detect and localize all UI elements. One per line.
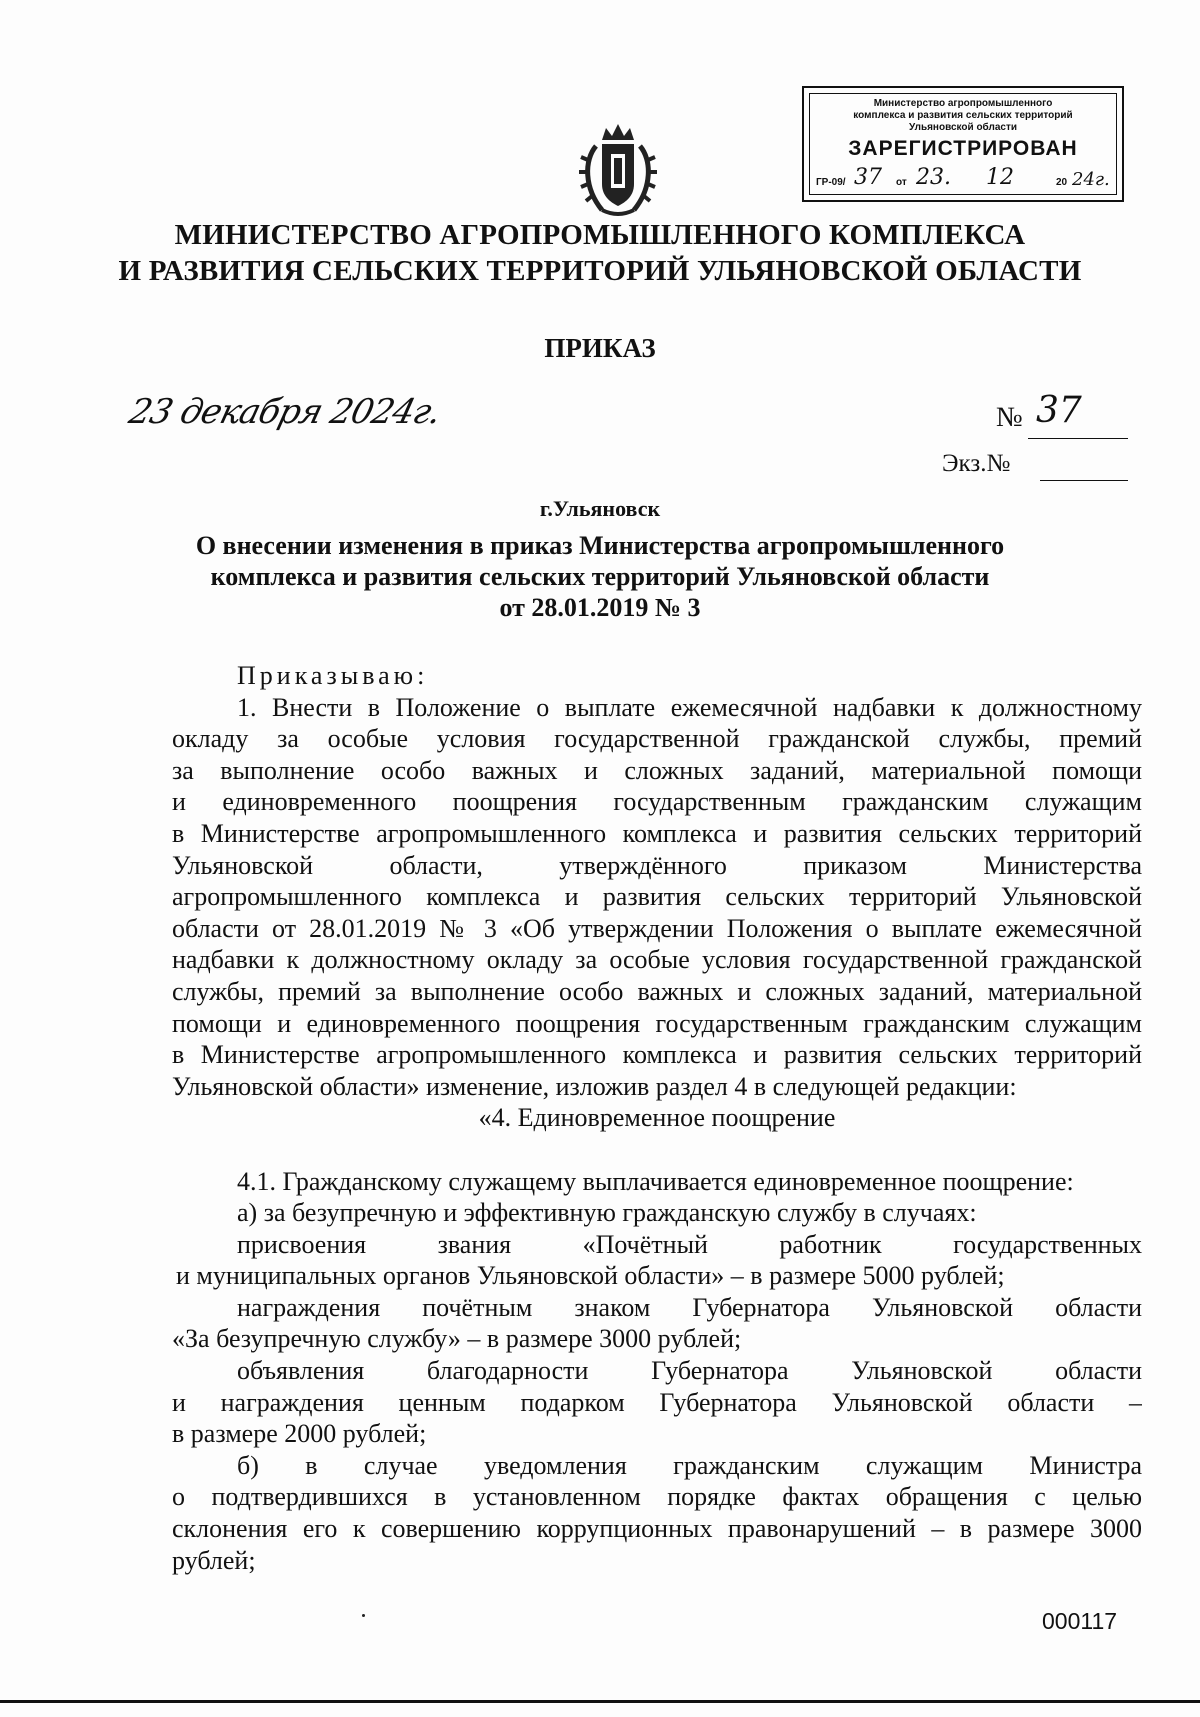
stamp-gr-prefix: ГР-09/ [816,177,846,188]
p1-line-5: в Министерстве агропромышленного комплекса и развития сельских территорий [172,818,1142,848]
clause-a3-line-3: в размере 2000 рублей; [172,1419,427,1449]
number-label: № [996,402,1023,433]
copy-number-label: Экз.№ [942,450,1011,477]
p1-line-7: агропромышленного комплекса и развития сельских территорий Ульяновской [172,882,1142,912]
stamp-number-line [816,166,1112,190]
p1-line-6: Ульяновской области, утверждённого приказом Министерства [172,850,1142,880]
p1-line-11: помощи и единовременного поощрения государственным гражданским служащим [172,1008,1142,1038]
registration-stamp [802,86,1124,202]
p1-line-10: службы, премий за выполнение особо важных и сложных заданий, материальной [172,976,1142,1006]
clause-4-1: 4.1. Гражданскому служащему выплачивается единовременное поощрение: [237,1166,1074,1196]
stamp-registered: ЗАРЕГИСТРИРОВАН [848,137,1078,160]
ministry-name-line-1: МИНИСТЕРСТВО АГРОПРОМЫШЛЕННОГО КОМПЛЕКСА [174,219,1026,251]
section-title: «4. Единовременное поощрение [478,1103,836,1133]
ministry-name-line-2: И РАЗВИТИЯ СЕЛЬСКИХ ТЕРРИТОРИЙ УЛЬЯНОВСКОЙ ОБЛАСТИ [118,255,1082,287]
title-line-3: от 28.01.2019 № 3 [499,593,701,622]
clause-a1-line-2: и муниципальных органов Ульяновской области» – в размере 5000 рублей; [176,1261,1005,1291]
stamp-year-hw: 24г. [1072,169,1110,190]
document-body [172,660,1142,1576]
page-code: 000117 [1042,1608,1118,1634]
handwritten-date: 23 декабря 2024г. [125,392,445,432]
p1-line-8: области от 28.01.2019 № 3 «Об утверждении Положения о выплате ежемесячной [172,913,1142,943]
clause-a: а) за безупречную и эффективную гражданскую службу в случаях: [237,1198,977,1228]
stamp-year-prefix: 20 [1056,177,1068,188]
title-line-1: О внесении изменения в приказ Министерства агропромышленного [195,531,1005,560]
order-word: Приказываю: [237,661,429,690]
p1-line-9: надбавки к должностному окладу за особые условия государственной гражданской [172,945,1142,975]
handwritten-number: 37 [1036,390,1082,431]
blank-line [172,1134,1142,1166]
p1-line-13: Ульяновской области» изменение, изложив раздел 4 в следующей редакции: [172,1071,1017,1101]
scan-speck [362,1614,365,1617]
clause-a2-line-1: награждения почётным знаком Губернатора Ульяновской области [237,1292,1142,1322]
p1-line-2: окладу за особые условия государственной гражданской службы, премий [172,724,1142,754]
bottom-edge-rule [0,1700,1200,1703]
p1-line-12: в Министерстве агропромышленного комплекса и развития сельских территорий [172,1040,1142,1070]
clause-b-line-2: о подтвердившихся в установленном порядке фактах обращения с целью [172,1482,1142,1512]
copy-number-underline [1040,480,1128,481]
clause-a3-line-1: объявления благодарности Губернатора Ульяновской области [237,1356,1142,1386]
stamp-org-line-3: Ульяновской области [909,122,1017,133]
stamp-org-line-1: Министерство агропромышленного [873,98,1053,109]
clause-b-line-4: рублей; [172,1545,256,1575]
p1-line-4: и единовременного поощрения государственным гражданским служащим [172,787,1142,817]
clause-a1-line-1: присвоения звания «Почётный работник государственных [237,1229,1142,1259]
title-line-2: комплекса и развития сельских территорий Ульяновской области [210,562,990,591]
clause-b-line-1: б) в случае уведомления гражданским служащим Министра [237,1450,1142,1480]
ulyanovsk-coat-of-arms-icon [578,120,658,220]
stamp-number-hw: 37 [854,165,882,190]
clause-b-line-3: склонения его к совершению коррупционных правонарушений – в размере 3000 [172,1514,1142,1544]
p1-line-3: за выполнение особо важных и сложных заданий, материальной помощи [172,755,1142,785]
number-underline [1028,438,1128,439]
p1-line-1: 1. Внести в Положение о выплате ежемесячной надбавки к должностному [237,692,1142,722]
stamp-month-hw: 12 [986,165,1014,190]
stamp-inner-frame [809,93,1117,195]
stamp-ot: от [896,177,907,188]
city: г.Ульяновск [539,496,661,521]
clause-a3-line-2: и награждения ценным подарком Губернатора Ульяновской области – [172,1387,1142,1417]
document-title [0,530,1200,623]
clause-a2-line-2: «За безупречную службу» – в размере 3000 рублей; [172,1324,742,1354]
document-type: ПРИКАЗ [544,333,656,363]
stamp-day-hw: 23. [916,165,951,190]
stamp-org-line-2: комплекса и развития сельских территорий [853,110,1073,121]
